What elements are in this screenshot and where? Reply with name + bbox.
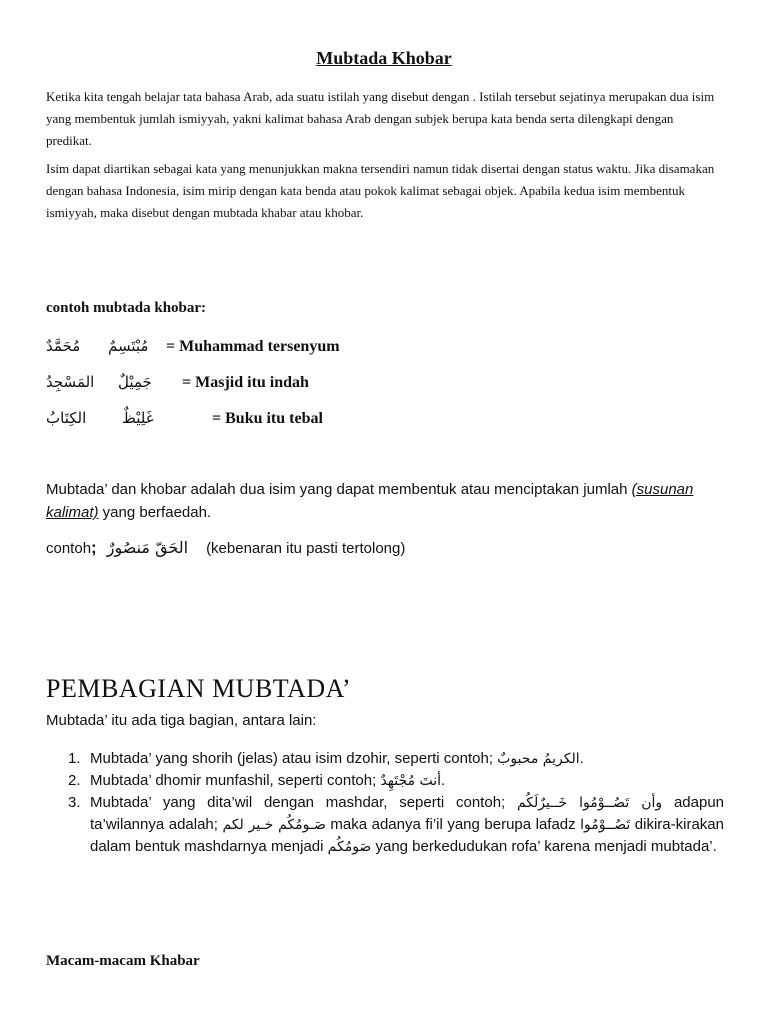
- list-arabic: أنتَ مُجْتَهِدٌ: [380, 773, 441, 789]
- example-meaning: = Masjid itu indah: [182, 374, 309, 391]
- example-meaning: = Buku itu tebal: [212, 410, 323, 427]
- list-item: [46, 792, 724, 858]
- list-text: yang berkedudukan rofa’ karena menjadi mubtada’.: [371, 838, 717, 855]
- list-arabic: وأن تَصُــوْمُوا خَــيرٌلَكُم: [516, 795, 663, 811]
- jumlah-text-end: yang berfaedah.: [98, 504, 212, 521]
- list-text: dikira-kirakan dalam bentuk mashdarnya menjadi: [90, 816, 724, 855]
- page-title: Mubtada Khobar: [316, 48, 452, 68]
- example-row: [46, 337, 466, 363]
- list-number: 2.: [68, 772, 81, 789]
- example-khabar: مُبْتَسِمٌ: [108, 337, 149, 355]
- contoh-line: [46, 538, 726, 558]
- list-item: [46, 770, 724, 792]
- list-arabic: الكريمُ محبوبٌ: [497, 751, 580, 767]
- list-text: maka adanya fi’il yang berupa lafadz: [325, 816, 581, 833]
- intro-paragraph-1: Ketika kita tengah belajar tata bahasa Arab, ada suatu istilah yang disebut dengan . Istilah tersebut sejatinya merupakan dua isim yang membentuk jumlah ismiyyah, yakni kalimat bahasa Arab dengan subjek berupa kata benda serta dilengkapi dengan predikat.: [46, 89, 715, 148]
- list-number: 1.: [68, 750, 81, 767]
- list-arabic: صَومُكُم: [327, 839, 372, 855]
- contoh-label: contoh: [46, 540, 92, 557]
- jumlah-emphasis: (susunan kalimat): [46, 481, 694, 521]
- pembagian-intro: Mubtada’ itu ada tiga bagian, antara lain:: [46, 712, 317, 729]
- list-text: adapun ta’wilannya adalah;: [90, 794, 725, 833]
- contoh-meaning: (kebenaran itu pasti tertolong): [206, 540, 406, 557]
- jumlah-text: Mubtada’ dan khobar adalah dua isim yang dapat membentuk atau menciptakan jumlah: [46, 481, 632, 498]
- contoh-arabic: الحَقّ مَنصُورٌ: [106, 538, 189, 557]
- example-row: [46, 373, 466, 399]
- list-text: Mubtada’ dhomir munfashil, seperti contoh;: [90, 772, 381, 789]
- pembagian-list: [46, 748, 724, 858]
- list-tail: .: [579, 750, 584, 767]
- example-khabar: جَمِيْلٌ: [118, 373, 152, 391]
- example-khabar: غَلِيْظٌ: [122, 409, 154, 427]
- contoh-separator: ;: [91, 538, 97, 557]
- example-mubtada: مُحَمَّدٌ: [46, 337, 81, 355]
- intro-paragraph-2: Isim dapat diartikan sebagai kata yang menunjukkan makna tersendiri namun tidak disertai dengan status waktu. Jika disamakan dengan bahasa Indonesia, isim mirip dengan kata benda atau pokok kalimat sebagai objek. Apabila kedua isim membentuk ismiyyah, maka disebut dengan mubtada khabar atau khobar.: [46, 161, 715, 220]
- list-arabic: تَصُــوْمُوا: [580, 817, 631, 833]
- example-mubtada: الكِتَابُ: [46, 409, 87, 427]
- list-tail: .: [440, 772, 446, 789]
- jumlah-paragraph: [46, 478, 710, 524]
- pembagian-heading: PEMBAGIAN MUBTADA’: [46, 674, 352, 703]
- list-number: 3.: [68, 794, 81, 811]
- macam-khabar-heading: Macam-macam Khabar: [46, 953, 200, 969]
- example-mubtada: المَسْجِدُ: [46, 373, 95, 391]
- list-arabic: صَـومُكُم خـير لكم: [222, 817, 326, 833]
- list-text: Mubtada’ yang dita’wil dengan mashdar, seperti contoh;: [90, 794, 517, 811]
- examples-heading: contoh mubtada khobar:: [46, 300, 207, 316]
- example-row: [46, 409, 466, 435]
- list-item: [46, 748, 724, 770]
- list-text: Mubtada’ yang shorih (jelas) atau isim dzohir, seperti contoh;: [90, 750, 498, 767]
- example-meaning: = Muhammad tersenyum: [166, 338, 340, 355]
